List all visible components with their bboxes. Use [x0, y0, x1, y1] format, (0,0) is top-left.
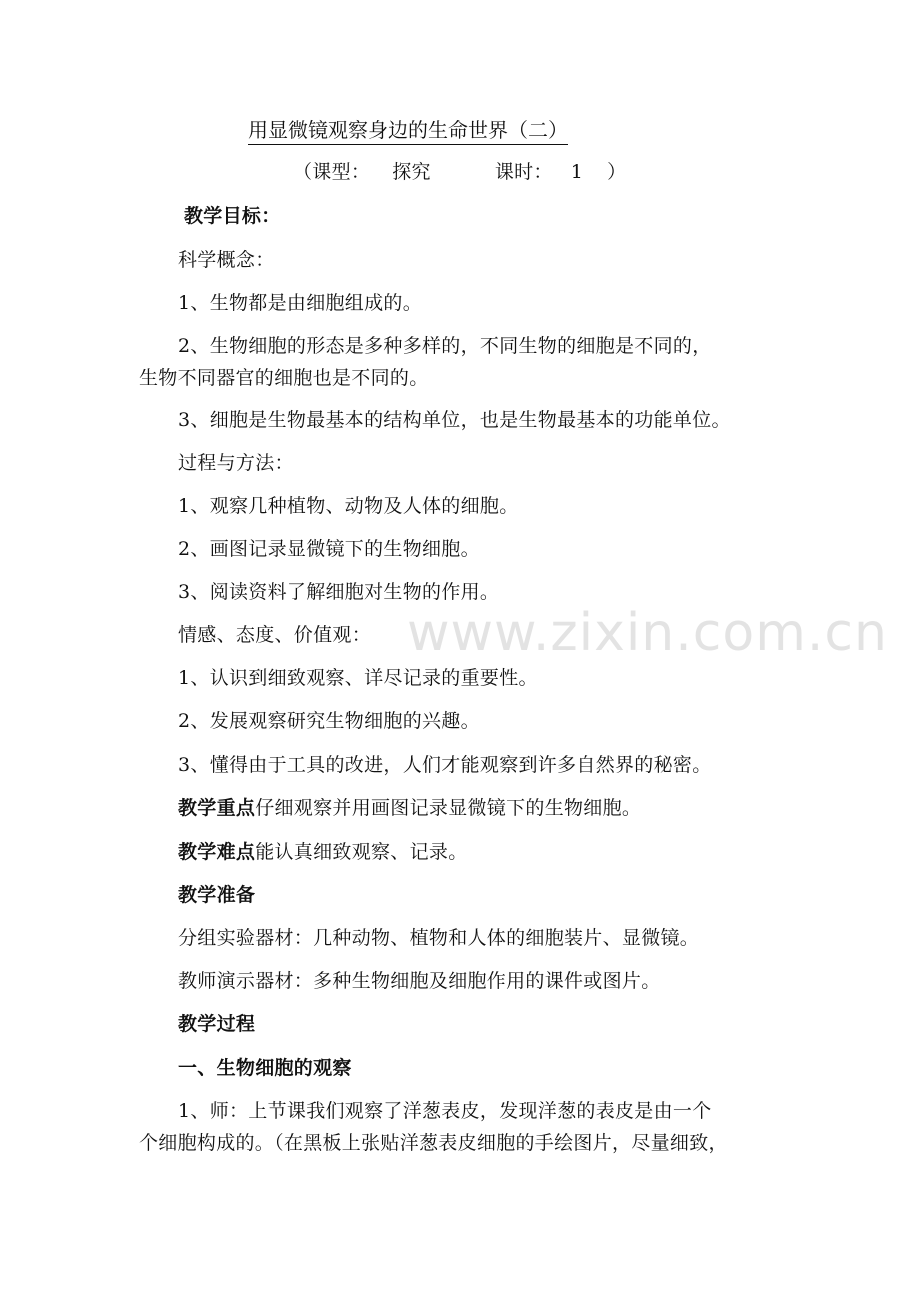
objectives-heading: 教学目标：	[184, 205, 281, 227]
science-concept-item-3: 3、细胞是生物最基本的结构单位，也是生物最基本的功能单位。	[178, 409, 731, 431]
process-paragraph-line-2: 个细胞构成的。（在黑板上张贴洋葱表皮细胞的手绘图片，尽量细致，	[139, 1132, 728, 1154]
preparation-teacher: 教师演示器材：多种生物细胞及细胞作用的课件或图片。	[178, 970, 661, 992]
preparation-group: 分组实验器材：几种动物、植物和人体的细胞装片、显微镜。	[178, 927, 700, 949]
key-point	[178, 796, 641, 820]
preparation-heading: 教学准备	[178, 884, 256, 906]
process-heading: 教学过程	[178, 1013, 256, 1035]
attitude-item-1: 1、认识到细致观察、详尽记录的重要性。	[178, 667, 538, 689]
attitude-item-2: 2、发展观察研究生物细胞的兴趣。	[178, 710, 480, 732]
attitude-item-3: 3、懂得由于工具的改进，人们才能观察到许多自然界的秘密。	[178, 754, 712, 776]
science-concept-item-2-cont: 生物不同器官的细胞也是不同的。	[139, 367, 429, 389]
course-type-label: （课型：	[293, 161, 371, 183]
process-method-item-2: 2、画图记录显微镜下的生物细胞。	[178, 538, 480, 560]
page-title: 用显微镜观察身边的生命世界（二）	[248, 117, 568, 145]
difficulty-text: 能认真细致观察、记录。	[255, 841, 468, 863]
watermark: www.zixin.com.cn	[407, 603, 888, 663]
process-method-item-1: 1、观察几种植物、动物及人体的细胞。	[178, 495, 519, 517]
difficulty	[178, 840, 468, 864]
difficulty-label: 教学难点	[178, 841, 256, 863]
process-paragraph-line-1: 1、师：上节课我们观察了洋葱表皮，发现洋葱的表皮是由一个	[178, 1100, 712, 1122]
course-hours-value: 1	[570, 161, 584, 183]
course-info-close: ）	[607, 161, 627, 183]
key-point-label: 教学重点	[178, 797, 256, 819]
course-info	[293, 160, 626, 184]
key-point-text: 仔细观察并用画图记录显微镜下的生物细胞。	[255, 797, 642, 819]
course-type-value: 探究	[392, 161, 431, 183]
attitudes-label: 情感、态度、价值观：	[178, 624, 372, 646]
science-concept-item-1: 1、生物都是由细胞组成的。	[178, 292, 422, 314]
process-method-item-3: 3、阅读资料了解细胞对生物的作用。	[178, 581, 500, 603]
process-methods-label: 过程与方法：	[178, 452, 294, 474]
science-concepts-label: 科学概念：	[178, 249, 275, 271]
science-concept-item-2: 2、生物细胞的形态是多种多样的，不同生物的细胞是不同的，	[178, 335, 712, 357]
course-hours-label: 课时：	[494, 161, 553, 183]
section-heading-1: 一、生物细胞的观察	[178, 1057, 352, 1079]
